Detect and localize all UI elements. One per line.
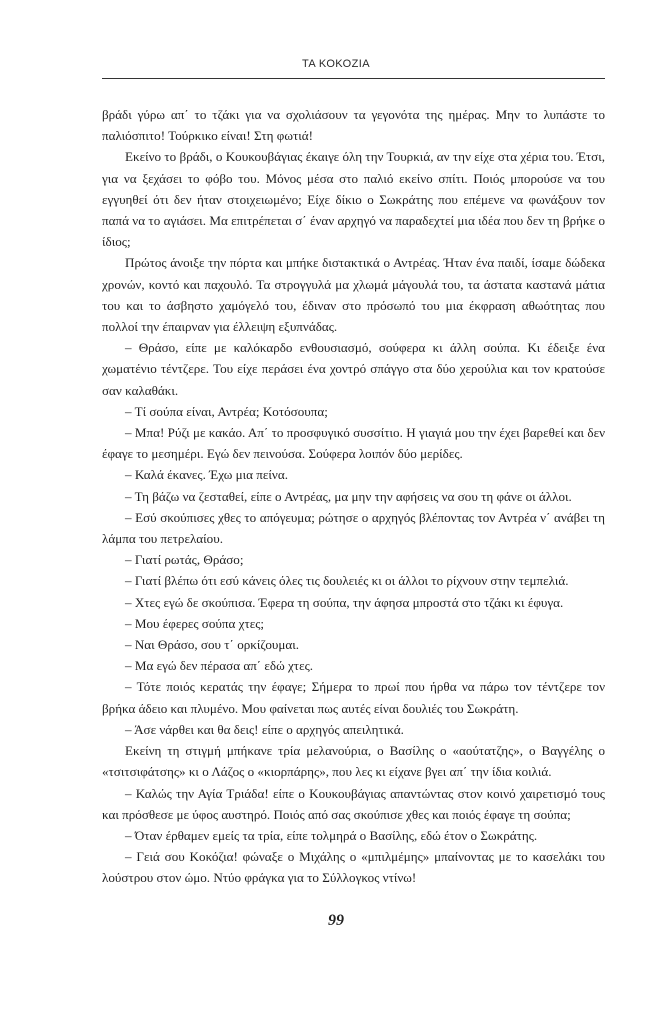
page-number: 99: [328, 912, 344, 929]
paragraph: Πρώτος άνοιξε την πόρτα και μπήκε διστακτικά ο Αντρέας. Ήταν ένα παιδί, ίσαμε δώδεκα χρονών, κοντό και παχουλό. Τα στρογγυλά μα χλωμά μάγουλά του, τα άστατα καστανά μάτια του και το άσβηστο χαμόγελό του, έδιναν στο πρόσωπό του μια έκφραση αθωότητας που πολλοί την έπαιρναν για έλλειψη εξυπνάδας.: [102, 255, 605, 335]
header-rule: [102, 78, 605, 79]
paragraph: Εκείνη τη στιγμή μπήκανε τρία μελανούρια, ο Βασίλης ο «αούτατζης», ο Βαγγέλης ο «τσιτσιφάτσης» κι ο Λάζος ο «κιορπάρης», που λες κι είχανε βγει απ΄ την ίδια κοιλιά.: [102, 743, 605, 780]
dialogue-line: – Γιατί βλέπω ότι εσύ κάνεις όλες τις δουλειές κι οι άλλοι το ρίχνουν στην τεμπελιά.: [125, 573, 569, 589]
dialogue-line: – Άσε νάρθει και θα δεις! είπε ο αρχηγός απειλητικά.: [125, 721, 404, 737]
dialogue-line: – Καλώς την Αγία Τριάδα! είπε ο Κουκουβάγιας απαντώντας στον κοινό χαιρετισμό τους και πρόσθεσε με ύφος αυστηρό. Ποιός από σας σκούπισε χθες και ποιός έφαγε τη σούπα;: [102, 785, 605, 822]
dialogue-line: – Μα εγώ δεν πέρασα απ΄ εδώ χτες.: [125, 658, 314, 674]
dialogue-line: – Τη βάζω να ζεσταθεί, είπε ο Αντρέας, μα μην την αφήσεις να σου τη φάνε οι άλλοι.: [125, 488, 572, 504]
dialogue-line: – Μου έφερες σούπα χτες;: [125, 615, 265, 631]
dialogue-line: – Ναι Θράσο, σου τ΄ ορκίζουμαι.: [125, 637, 300, 653]
dialogue-line: – Γειά σου Κοκόζια! φώναξε ο Μιχάλης ο «μπιλμέμης» μπαίνοντας με το κασελάκι του λούστρου στον ώμο. Ντύο φράγκα για το Σύλλογκος ντίνω!: [102, 849, 605, 886]
dialogue-line: – Γιατί ρωτάς, Θράσο;: [125, 552, 244, 568]
body-text: [102, 104, 605, 889]
dialogue-line: – Τί σούπα είναι, Αντρέα; Κοτόσουπα;: [125, 403, 328, 419]
dialogue-line: – Τότε ποιός κερατάς την έφαγε; Σήμερα το πρωί που ήρθα να πάρω τον τέντζερε τον βρήκα άδειο και πλυμένο. Μου φαίνεται πως αυτές είναι δουλιές του Σωκράτη.: [102, 679, 605, 716]
dialogue-line: – Χτες εγώ δε σκούπισα. Έφερα τη σούπα, την άφησα μπροστά στο τζάκι κι έφυγα.: [125, 594, 564, 610]
dialogue-line: – Όταν έρθαμεν εμείς τα τρία, είπε τολμηρά ο Βασίλης, εδώ έτον ο Σωκράτης.: [125, 827, 538, 843]
dialogue-line: – Εσύ σκούπισες χθες το απόγευμα; ρώτησε ο αρχηγός βλέποντας τον Αντρέα ν΄ ανάβει τη λάμπα του πετρελαίου.: [102, 509, 605, 547]
paragraph: βράδι γύρω απ΄ το τζάκι για να σχολιάσουν τα γεγονότα της ημέρας. Μην το λυπάστε το παλιόσπιτο! Τούρκικο είναι! Στη φωτιά!: [102, 107, 605, 144]
running-header: ΤΑ ΚΟΚΟΖΙΑ: [302, 58, 370, 70]
paragraph: Εκείνο το βράδι, ο Κουκουβάγιας έκαιγε όλη την Τουρκιά, αν την είχε στα χέρια του. Έτσι, για να ξεχάσει το φόβο του. Μόνος μέσα στο παλιό εκείνο σπίτι. Ποιός μπορούσε να του εγγυηθεί ότι δεν ήταν στοιχειωμένο; Είχε δίκιο ο Σωκράτης που επέμενε να φωνάξουν τον παπά να το αγιάσει. Μα επιτρέπεται σ΄ έναν αρχηγό να παραδεχτεί μια ιδέα που δεν τη βρήκε ο ίδιος;: [102, 149, 605, 250]
dialogue-line: – Μπα! Ρύζι με κακάο. Απ΄ το προσφυγικό συσσίτιο. Η γιαγιά μου την έχει βαρεθεί και δεν έφαγε το μεσημέρι. Εγώ δεν πεινούσα. Σούφερα λοιπόν δύο μερίδες.: [102, 425, 605, 462]
dialogue-line: – Θράσο, είπε με καλόκαρδο ενθουσιασμό, σούφερα κι άλλη σούπα. Κι έδειξε ένα χωματένιο τέντζερε. Του είχε περάσει ένα χοντρό σπάγγο στα δύο χερούλια και τον κρατούσε σαν καλαθάκι.: [102, 340, 605, 398]
dialogue-line: – Καλά έκανες. Έχω μια πείνα.: [125, 467, 288, 483]
